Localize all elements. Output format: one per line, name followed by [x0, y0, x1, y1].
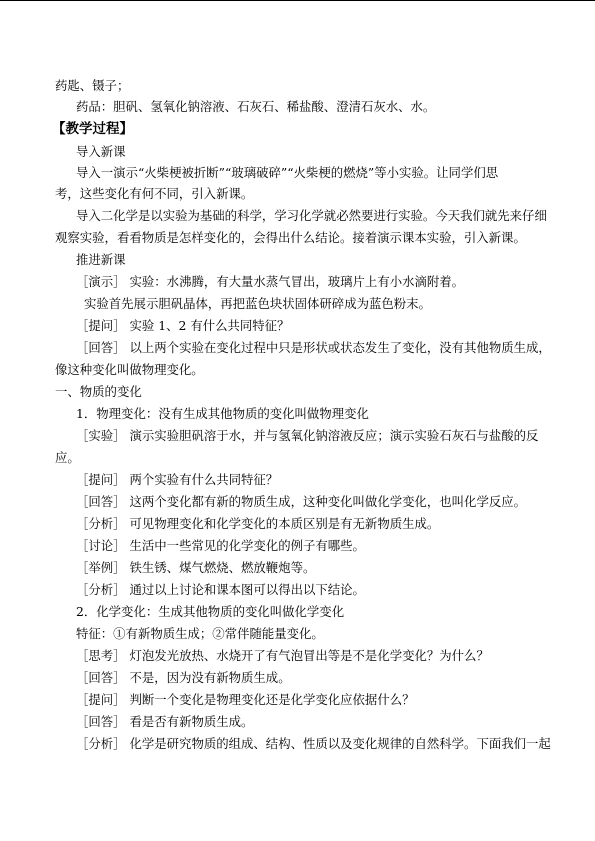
text-line-answer2: ［回答］ 这两个变化都有新的物质生成，这种变化叫做化学变化，也叫化学反应。 — [76, 494, 527, 509]
subheading-new-lesson: 推进新课 — [76, 252, 126, 267]
text-line-answer4: ［回答］ 看是否有新物质生成。 — [76, 714, 254, 729]
text-line-features: 特征：①有新物质生成；②常伴随能量变化。 — [76, 626, 324, 641]
text-line-question3: ［提问］ 判断一个变化是物理变化还是化学变化应依据什么？ — [76, 692, 415, 707]
text-line-demo: ［演示］ 实验：水沸腾，有大量水蒸气冒出，玻璃片上有小水滴附着。 — [76, 274, 465, 289]
subheading-introduction: 导入新课 — [76, 144, 126, 159]
text-line-physical-change: 1．物理变化：没有生成其他物质的变化叫做物理变化 — [76, 406, 369, 421]
text-line-experiment-b: 应。 — [55, 450, 80, 465]
text-line-examples: ［举例］ 铁生锈、煤气燃烧、燃放鞭炮等。 — [76, 560, 316, 575]
text-line-chemical-change: 2．化学变化：生成其他物质的变化叫做化学变化 — [76, 604, 345, 619]
text-line-question1: ［提问］ 实验 1、2 有什么共同特征？ — [76, 318, 290, 333]
text-line-tools: 药匙、镊子； — [55, 78, 130, 93]
text-line-answer1-a: ［回答］ 以上两个实验在变化过程中只是形状或状态发生了变化，没有其他物质生成， — [76, 340, 551, 355]
text-line-demo-detail: 实验首先展示胆矾晶体，再把蓝色块状固体研碎成为蓝色粉末。 — [84, 296, 431, 311]
section-heading-change-of-matter: 一、物质的变化 — [55, 384, 142, 399]
text-line-answer1-b: 像这种变化叫做物理变化。 — [55, 362, 204, 377]
text-line-intro1-a: 导入一演示“火柴梗被折断”“玻璃破碎”“火柴梗的燃烧”等小实验。让同学们思 — [76, 165, 499, 180]
text-line-analysis3: ［分析］ 化学是研究物质的组成、结构、性质以及变化规律的自然科学。下面我们一起 — [76, 736, 551, 751]
text-line-analysis1: ［分析］ 可见物理变化和化学变化的本质区别是有无新物质生成。 — [76, 516, 440, 531]
text-line-experiment-a: ［实验］ 演示实验胆矾溶于水，并与氢氧化钠溶液反应；演示实验石灰石与盐酸的反 — [76, 428, 539, 443]
text-line-think: ［思考］ 灯泡发光放热、水烧开了有气泡冒出等是不是化学变化？为什么？ — [76, 648, 489, 663]
text-line-intro2-a: 导入二化学是以实验为基础的科学，学习化学就必然要进行实验。今天我们就先来仔细 — [76, 208, 547, 223]
text-line-intro1-b: 考，这些变化有何不同，引入新课。 — [55, 186, 254, 201]
text-line-reagents: 药品：胆矾、氢氧化钠溶液、石灰石、稀盐酸、澄清石灰水、水。 — [76, 99, 436, 114]
text-line-analysis2: ［分析］ 通过以上讨论和课本图可以得出以下结论。 — [76, 582, 365, 597]
text-line-question2: ［提问］ 两个实验有什么共同特征？ — [76, 472, 279, 487]
text-line-answer3: ［回答］ 不是，因为没有新物质生成。 — [76, 670, 291, 685]
text-line-intro2-b: 观察实验，看看物质是怎样变化的，会得出什么结论。接着演示课本实验，引入新课。 — [55, 230, 526, 245]
text-line-discussion: ［讨论］ 生活中一些常见的化学变化的例子有哪些。 — [76, 538, 365, 553]
section-heading-teaching-process: 【教学过程】 — [52, 121, 133, 137]
